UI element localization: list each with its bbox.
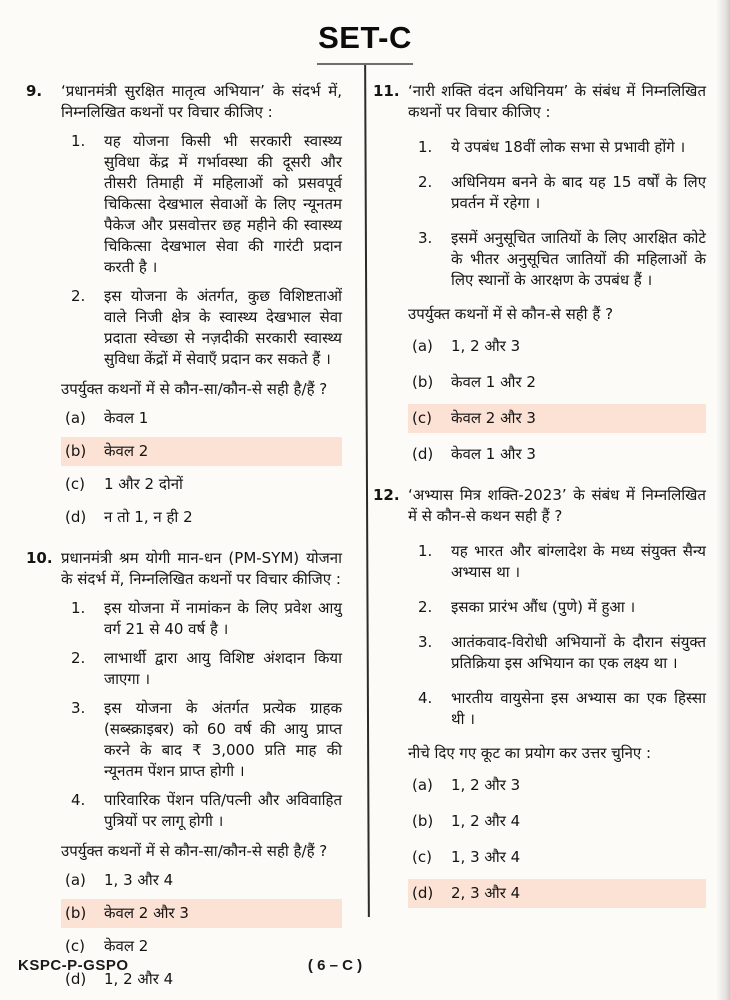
option-text: केवल 2 और 3 <box>104 904 189 922</box>
option-text: 2, 3 और 4 <box>451 884 521 902</box>
statement-text: पारिवारिक पेंशन पति/पत्नी और अविवाहित पुत्रियों पर लागू होगी । <box>104 791 342 830</box>
statement-number: 1. <box>418 138 433 156</box>
statement-row <box>61 790 342 832</box>
option-text: 1, 2 और 4 <box>451 812 521 830</box>
question-prompt: उपर्युक्त कथनों में से कौन-से सही हैं ? <box>408 305 614 323</box>
question-12 <box>373 485 706 908</box>
statement-number: 2. <box>71 649 86 667</box>
question-intro: ‘अभ्यास मित्र शक्ति-2023’ के संबंध में निम्नलिखित में से कौन-से कथन सही हैं ? <box>408 486 706 525</box>
statement-row <box>61 648 342 690</box>
option-text: 1, 3 और 4 <box>451 848 521 866</box>
option-label: (d) <box>65 970 87 988</box>
question-10 <box>26 548 342 994</box>
statement-number: 1. <box>71 132 86 150</box>
statement-number: 1. <box>418 542 433 560</box>
question-number: 11. <box>373 82 400 100</box>
option-text: केवल 1 और 3 <box>451 445 536 463</box>
option-label: (c) <box>65 475 85 493</box>
option-label: (b) <box>412 373 434 391</box>
option-a <box>408 771 706 800</box>
question-number: 12. <box>373 486 400 504</box>
statement-text: यह भारत और बांग्लादेश के मध्य संयुक्त सैन्य अभ्यास था । <box>451 542 706 581</box>
statement-text: लाभार्थी द्वारा आयु विशिष्ट अंशदान किया जाएगा । <box>104 649 342 688</box>
option-text: केवल 2 <box>104 937 149 955</box>
option-a <box>61 866 342 895</box>
right-column <box>367 81 730 1000</box>
option-label: (c) <box>65 937 85 955</box>
statement-row <box>408 541 706 583</box>
question-intro: ‘नारी शक्ति वंदन अधिनियम’ के संबंध में निम्नलिखित कथनों पर विचार कीजिए : <box>408 82 706 121</box>
option-label: (d) <box>412 445 434 463</box>
statement-row <box>408 137 706 158</box>
option-d <box>61 503 342 532</box>
question-prompt: उपर्युक्त कथनों में से कौन-सा/कौन-से सही है/हैं ? <box>61 842 328 860</box>
option-text: 1, 3 और 4 <box>104 871 174 889</box>
option-label: (b) <box>65 442 87 460</box>
question-prompt: नीचे दिए गए कूट का प्रयोग कर उत्तर चुनिए : <box>408 744 652 762</box>
statement-number: 1. <box>71 599 86 617</box>
option-label: (d) <box>412 884 434 902</box>
statement-text: भारतीय वायुसेना इस अभ्यास का एक हिस्सा थी । <box>451 689 706 728</box>
statement-number: 4. <box>71 791 86 809</box>
statement-row <box>408 597 706 618</box>
question-body <box>408 81 706 469</box>
left-column <box>0 81 352 1000</box>
option-label: (a) <box>65 871 86 889</box>
statement-text: इसका प्रारंभ औंध (पुणे) में हुआ । <box>451 598 636 616</box>
statement-row <box>61 598 342 640</box>
statement-row <box>408 172 706 214</box>
question-number: 9. <box>26 82 43 100</box>
question-body <box>61 81 342 532</box>
option-b-highlighted <box>61 899 342 928</box>
statement-row <box>61 131 342 278</box>
option-label: (a) <box>412 776 433 794</box>
option-text: 1, 2 और 3 <box>451 337 521 355</box>
option-text: 1 और 2 दोनों <box>104 475 183 493</box>
option-c <box>61 470 342 499</box>
statement-row <box>61 698 342 782</box>
option-text: 1, 2 और 4 <box>104 970 174 988</box>
option-label: (c) <box>412 848 432 866</box>
statement-number: 3. <box>71 699 86 717</box>
statement-text: यह योजना किसी भी सरकारी स्वास्थ्य सुविधा केंद्र में गर्भावस्था की दूसरी और तीसरी तिमाही में महिलाओं को प्रसवपूर्व चिकित्सा देखभाल सेवाओं के लिए न्यूनतम पैकेज और प्रसवोत्तर छह महीने की स्वास्थ्य चिकित्सा देखभाल सेवा की गारंटी प्रदान करती है । <box>104 132 342 276</box>
question-number: 10. <box>26 549 53 567</box>
option-text: 1, 2 और 3 <box>451 776 521 794</box>
statement-number: 3. <box>418 229 433 247</box>
page-title: SET-C <box>318 20 412 55</box>
statement-number: 3. <box>418 633 433 651</box>
option-c <box>408 843 706 872</box>
option-a <box>61 404 342 433</box>
statement-text: इसमें अनुसूचित जातियों के लिए आरक्षित कोटे के भीतर अनुसूचित जातियों की महिलाओं के लिए स्थानों के आरक्षण के उपबंध हैं । <box>451 229 706 289</box>
question-11 <box>373 81 706 469</box>
option-label: (c) <box>412 409 432 427</box>
question-intro: प्रधानमंत्री श्रम योगी मान-धन (PM-SYM) योजना के संदर्भ में, निम्नलिखित कथनों पर विचार कीजिए : <box>61 549 342 588</box>
footer-code: KSPC-P-GSPO <box>18 957 129 974</box>
question-body <box>61 548 342 994</box>
statement-number: 2. <box>418 173 433 191</box>
statement-text: आतंकवाद-विरोधी अभियानों के दौरान संयुक्त प्रतिक्रिया इस अभियान का एक लक्ष्य था । <box>451 633 706 672</box>
statement-row <box>408 632 706 674</box>
option-text: केवल 2 <box>104 442 149 460</box>
option-d-highlighted <box>408 879 706 908</box>
statement-text: इस योजना के अंतर्गत प्रत्येक ग्राहक (सब्स्क्राइबर) को 60 वर्ष की आयु प्राप्त करने के बाद ₹ 3,000 प्रति माह की न्यूनतम पेंशन प्राप्त होगी । <box>104 699 342 780</box>
statement-row <box>408 228 706 291</box>
statement-number: 4. <box>418 689 433 707</box>
option-c-highlighted <box>408 404 706 433</box>
question-prompt: उपर्युक्त कथनों में से कौन-सा/कौन-से सही है/हैं ? <box>61 380 328 398</box>
option-b <box>408 807 706 836</box>
option-text: केवल 2 और 3 <box>451 409 536 427</box>
question-body <box>408 485 706 908</box>
option-b <box>408 368 706 397</box>
option-label: (b) <box>412 812 434 830</box>
option-label: (d) <box>65 508 87 526</box>
footer-page-number: ( 6 – C ) <box>307 957 363 974</box>
statement-text: ये उपबंध 18वीं लोक सभा से प्रभावी होंगे । <box>451 138 686 156</box>
statement-number: 2. <box>71 287 86 305</box>
option-a <box>408 332 706 361</box>
option-label: (b) <box>65 904 87 922</box>
statement-row <box>61 286 342 370</box>
option-text: केवल 1 और 2 <box>451 373 536 391</box>
question-columns <box>0 65 730 1000</box>
option-label: (a) <box>412 337 433 355</box>
statement-number: 2. <box>418 598 433 616</box>
question-9 <box>26 81 342 532</box>
option-b-highlighted <box>61 437 342 466</box>
statement-text: इस योजना में नामांकन के लिए प्रवेश आयु वर्ग 21 से 40 वर्ष है । <box>104 599 342 638</box>
question-intro: ‘प्रधानमंत्री सुरक्षित मातृत्व अभियान’ के संदर्भ में, निम्नलिखित कथनों पर विचार कीजिए : <box>61 82 342 121</box>
option-text: केवल 1 <box>104 409 149 427</box>
option-d <box>408 440 706 469</box>
option-text: न तो 1, न ही 2 <box>104 508 193 526</box>
statement-text: अधिनियम बनने के बाद यह 15 वर्षों के लिए प्रवर्तन में रहेगा । <box>451 173 706 212</box>
title-block <box>0 0 730 65</box>
statement-row <box>408 688 706 730</box>
statement-text: इस योजना के अंतर्गत, कुछ विशिष्टताओं वाले निजी क्षेत्र के स्वास्थ्य देखभाल सेवा प्रदाता स्वेच्छा से नज़दीकी सरकारी स्वास्थ्य सुविधा केंद्रों में सेवाएँ प्रदान कर सकते हैं । <box>104 287 342 368</box>
option-label: (a) <box>65 409 86 427</box>
